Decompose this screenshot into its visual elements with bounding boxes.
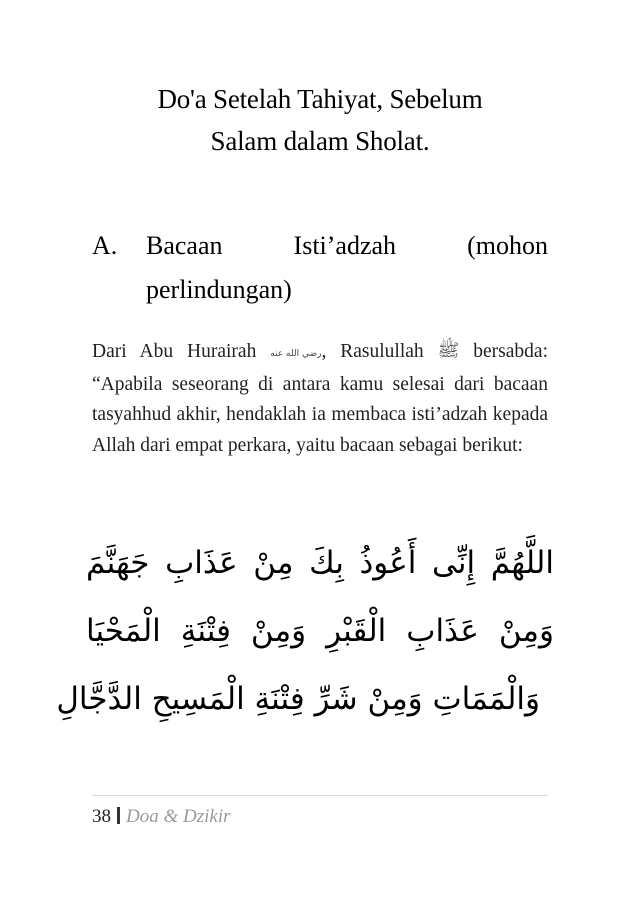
body-text-part-3: bersabda: “Apabila seseorang di antara kamu selesai dari bacaan tasyahhud akhir, hendaklah ia membaca isti’adzah kepada Allah dari empat perkara, yaitu bacaan sebagai berikut: [92,341,548,456]
page-number: 38 [92,806,111,827]
heading-word-1: Bacaan [146,231,223,260]
arabic-line-1: اللَّهُمَّ إِنِّى أَعُوذُ بِكَ مِنْ عَذَابِ جَهَنَّمَ [86,545,554,581]
body-paragraph [92,336,548,461]
book-title: Doa & Dzikir [126,806,231,827]
body-text-part-1: Dari Abu Hurairah [92,341,271,362]
footer-divider [92,795,548,796]
radhiyallahu-anhu-symbol: رضي الله عنه [270,349,322,359]
footer-separator [117,807,120,824]
heading-word-3: (mohon [467,231,548,260]
title-line-1: Do'a Setelah Tahiyat, Sebelum [157,84,483,114]
section-heading-text [146,224,548,312]
page-footer [92,806,231,828]
section-heading [92,224,548,312]
section-heading-line-1 [146,224,548,268]
section-heading-line-2: perlindungan) [146,275,292,304]
salawat-symbol: ﷺ [437,340,460,361]
arabic-line-2: وَمِنْ عَذَابِ الْقَبْرِ وَمِنْ فِتْنَةِ الْمَحْيَا [86,613,554,649]
arabic-line-3: وَالْمَمَاتِ وَمِنْ شَرِّ فِتْنَةِ الْمَسِيحِ الدَّجَّالِ [56,681,540,717]
heading-word-2: Isti’adzah [293,231,397,260]
page-title [90,78,550,162]
title-line-2: Salam dalam Sholat. [210,126,430,156]
body-text-part-2: , Rasulullah [321,341,438,362]
section-marker: A. [92,231,118,260]
